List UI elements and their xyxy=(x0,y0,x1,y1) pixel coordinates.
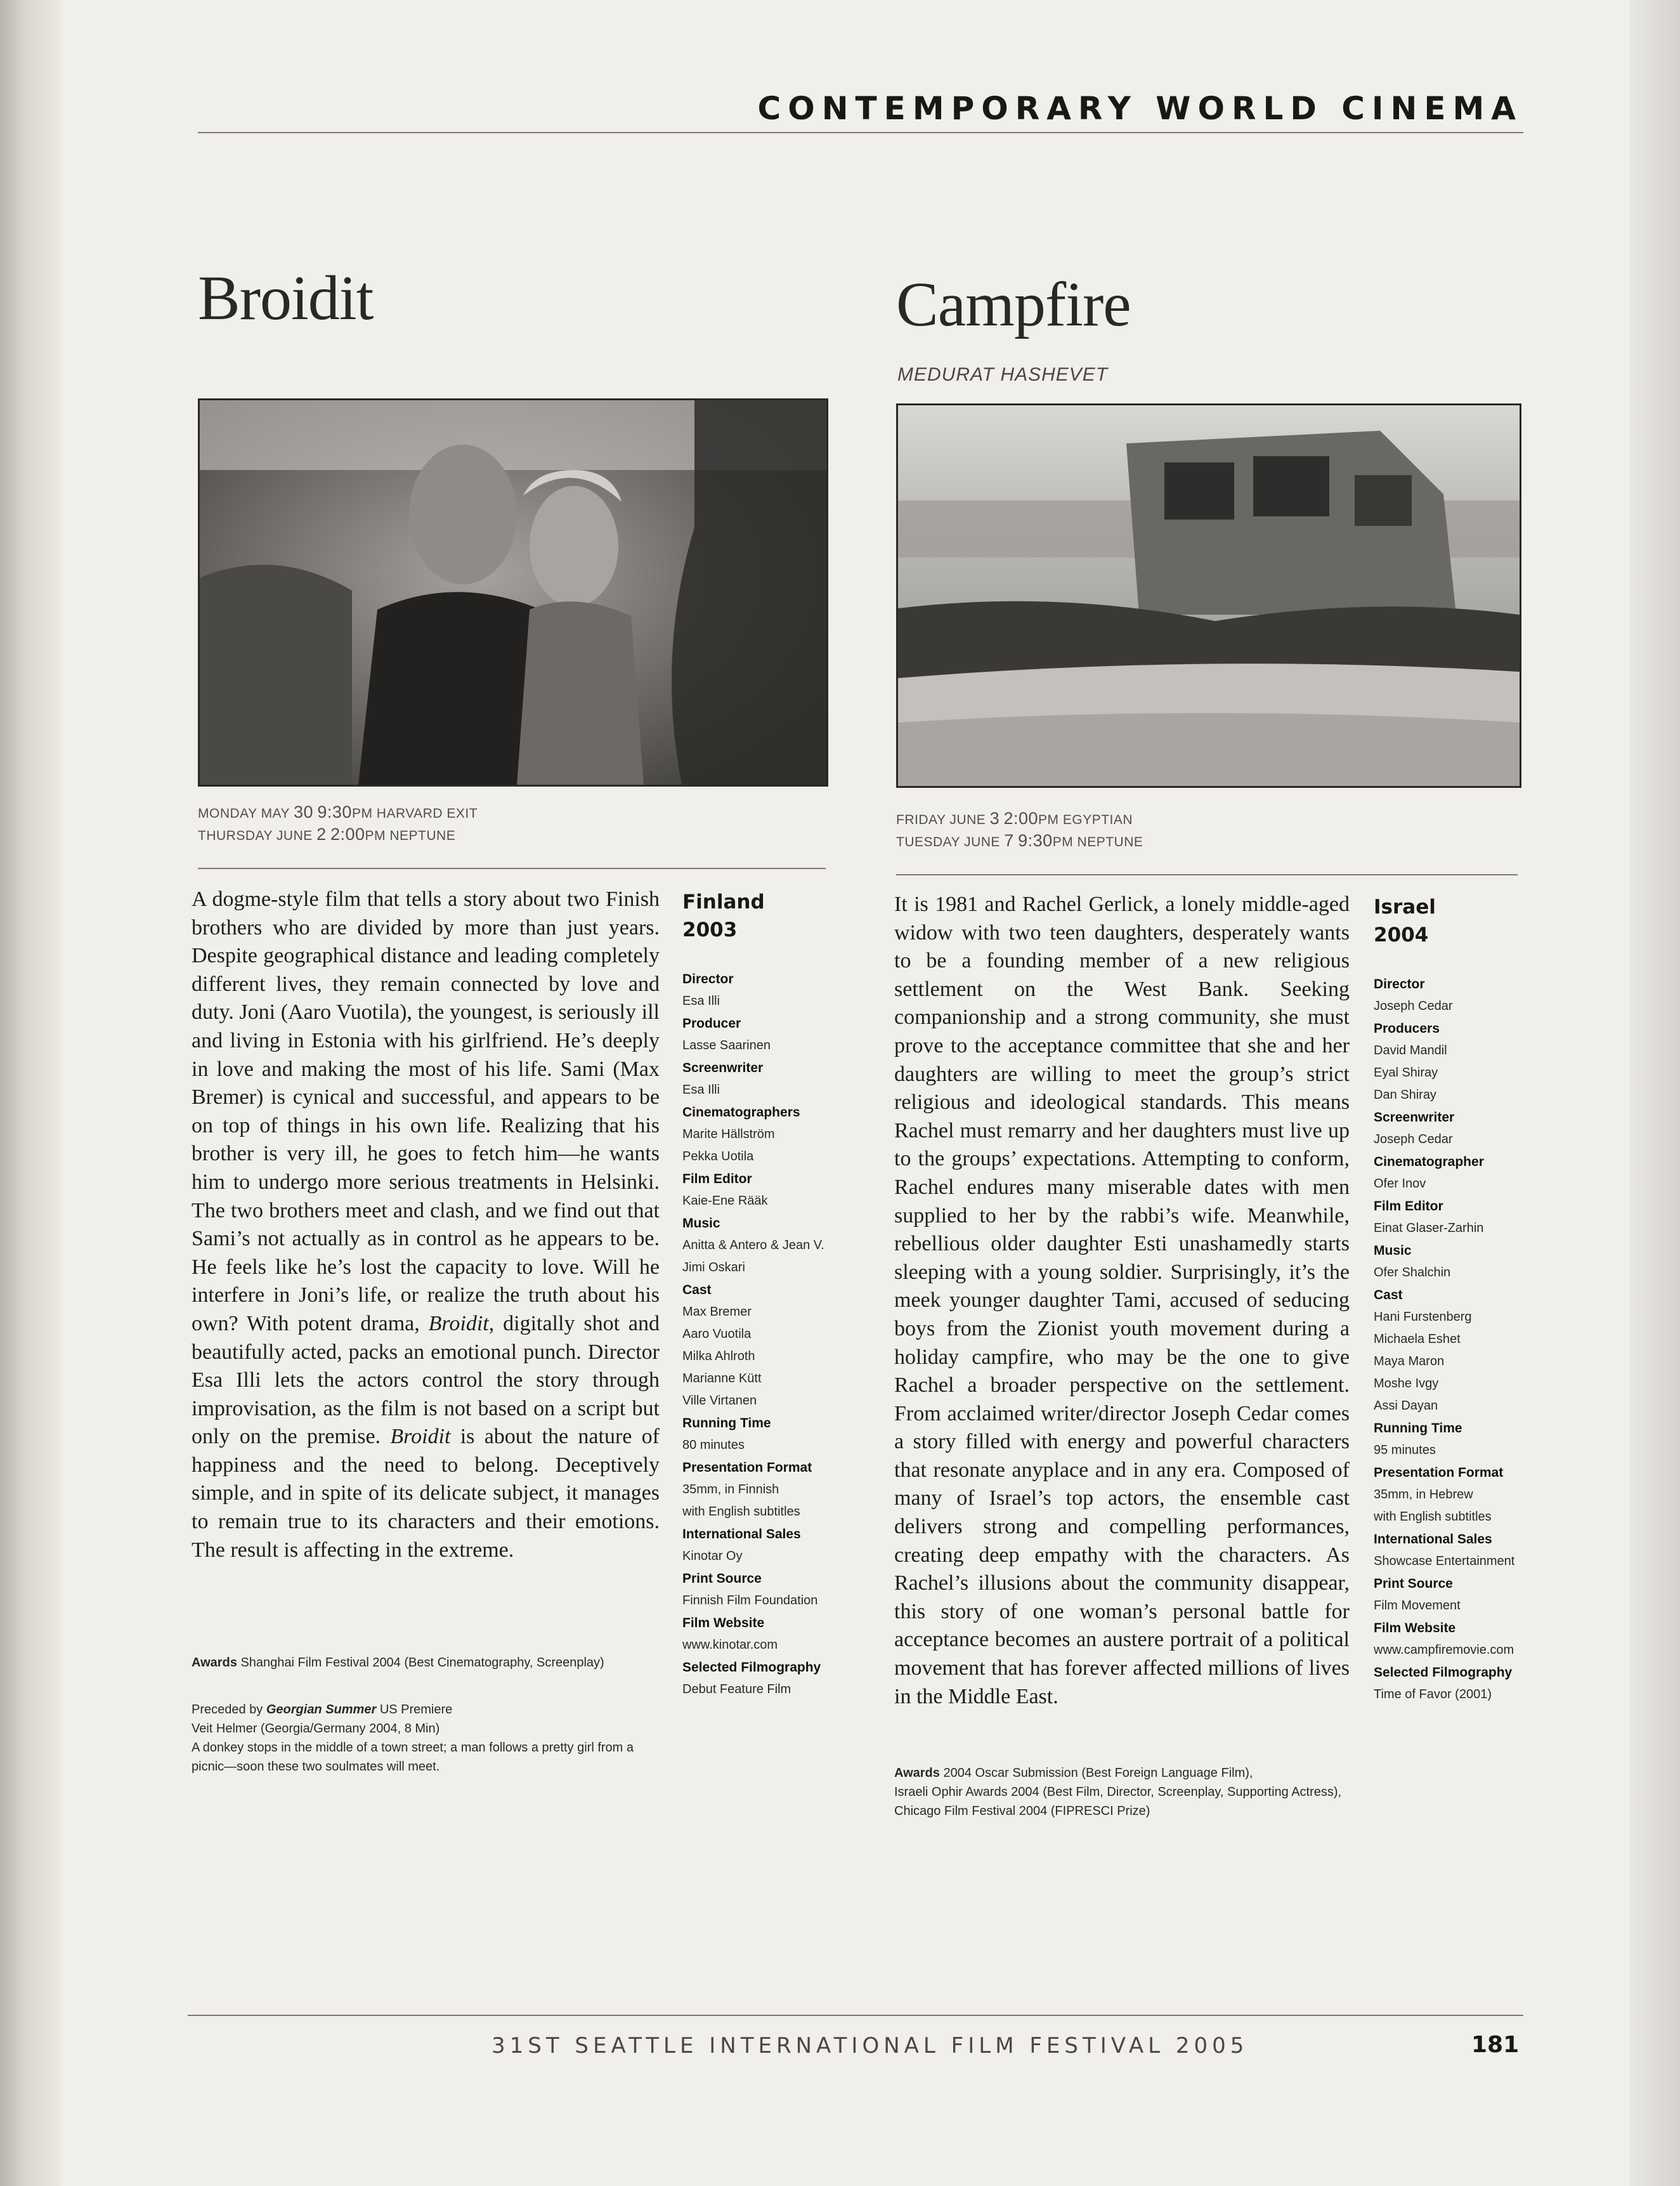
film-title-campfire: Campfire xyxy=(896,269,1131,339)
credit-value: Eyal Shiray xyxy=(1374,1066,1438,1080)
credit-value: Film Movement xyxy=(1374,1599,1461,1613)
credit-value: Michaela Eshet xyxy=(1374,1332,1461,1346)
preceded-line: Preceded by Georgian Summer US Premiere xyxy=(192,1703,453,1717)
short-description: A donkey stops in the middle of a town street; a man follows a pretty girl from a picnic—soon these two soulmates will meet. xyxy=(192,1741,634,1774)
credit-value: Milka Ahlroth xyxy=(682,1349,755,1363)
preceded-by-short xyxy=(192,1700,661,1776)
credit-value: Einat Glaser-Zarhin xyxy=(1374,1221,1484,1235)
credit-value: Finnish Film Foundation xyxy=(682,1594,818,1607)
credit-heading: Cast xyxy=(1374,1288,1403,1302)
credit-heading: Film Website xyxy=(1374,1621,1456,1635)
credit-value: Jimi Oskari xyxy=(682,1260,745,1274)
credit-heading: Presentation Format xyxy=(682,1460,812,1475)
credit-value: Debut Feature Film xyxy=(682,1682,791,1696)
screening-line: TUESDAY JUNE 7 9:30PM NEPTUNE xyxy=(896,831,1143,850)
credit-value: Dan Shiray xyxy=(1374,1088,1436,1102)
country: Finland xyxy=(682,891,765,913)
credit-heading: Film Editor xyxy=(1374,1199,1443,1214)
screening-line: THURSDAY JUNE 2 2:00PM NEPTUNE xyxy=(198,825,456,844)
credit-heading: Print Source xyxy=(682,1571,762,1586)
credit-heading: Cast xyxy=(682,1283,712,1297)
credit-value: Anitta & Antero & Jean V. xyxy=(682,1238,824,1252)
section-header: CONTEMPORARY WORLD CINEMA xyxy=(757,90,1523,127)
credit-value: Marianne Kütt xyxy=(682,1371,762,1385)
country-year-campfire xyxy=(1374,893,1436,949)
credit-value: Hani Furstenberg xyxy=(1374,1310,1472,1324)
year: 2003 xyxy=(682,919,738,941)
credit-heading: Producers xyxy=(1374,1021,1440,1036)
credits-campfire xyxy=(1374,973,1558,1706)
credit-value: Moshe Ivgy xyxy=(1374,1377,1439,1391)
awards-line: Chicago Film Festival 2004 (FIPRESCI Prize) xyxy=(894,1804,1150,1818)
credit-value: Esa Illi xyxy=(682,1083,720,1097)
country-year-broidit xyxy=(682,888,765,944)
credit-heading: Selected Filmography xyxy=(1374,1665,1513,1680)
credit-heading: Film Website xyxy=(682,1616,765,1630)
credit-value: Joseph Cedar xyxy=(1374,999,1453,1013)
footer-rule xyxy=(188,2015,1523,2016)
credit-value: 35mm, in Finnish xyxy=(682,1482,779,1496)
credit-value: 35mm, in Hebrew xyxy=(1374,1488,1473,1502)
credit-heading: Presentation Format xyxy=(1374,1465,1504,1480)
credit-value: Ofer Shalchin xyxy=(1374,1266,1451,1280)
credit-heading: Screenwriter xyxy=(682,1061,764,1075)
screening-line: MONDAY MAY 30 9:30PM HARVARD EXIT xyxy=(198,802,478,821)
credit-heading: International Sales xyxy=(1374,1532,1492,1547)
credit-value: with English subtitles xyxy=(1374,1510,1492,1524)
header-rule xyxy=(198,132,1523,133)
credit-value: Kaie-Ene Rääk xyxy=(682,1194,768,1208)
credit-value: Ville Virtanen xyxy=(682,1394,757,1408)
credit-value: Joseph Cedar xyxy=(1374,1132,1453,1146)
screening-rule xyxy=(198,868,826,869)
credit-value: 95 minutes xyxy=(1374,1443,1436,1457)
credit-heading: Director xyxy=(682,972,734,986)
credit-heading: Film Editor xyxy=(682,1172,752,1186)
credit-heading: Running Time xyxy=(1374,1421,1462,1436)
awards-campfire xyxy=(894,1764,1351,1821)
year: 2004 xyxy=(1374,924,1429,946)
credit-heading: Music xyxy=(1374,1243,1412,1258)
credit-value: Time of Favor (2001) xyxy=(1374,1687,1492,1701)
festival-footer: 31ST SEATTLE INTERNATIONAL FILM FESTIVAL 2005 xyxy=(492,2033,1249,2058)
credit-heading: Cinematographers xyxy=(682,1105,800,1120)
credit-value: Lasse Saarinen xyxy=(682,1038,771,1052)
credits-broidit xyxy=(682,968,873,1701)
credit-value: Pekka Uotila xyxy=(682,1149,754,1163)
credit-heading: Cinematographer xyxy=(1374,1155,1484,1169)
credit-value: with English subtitles xyxy=(682,1505,800,1519)
credit-value: Assi Dayan xyxy=(1374,1399,1438,1413)
film-still-campfire xyxy=(896,403,1521,788)
country: Israel xyxy=(1374,896,1436,919)
awards-line: Awards 2004 Oscar Submission (Best Foreign Language Film), xyxy=(894,1766,1253,1780)
credit-value: www.kinotar.com xyxy=(682,1638,778,1652)
film-title-broidit: Broidit xyxy=(198,263,374,333)
credit-value: www.campfiremovie.com xyxy=(1374,1643,1514,1657)
screening-line: FRIDAY JUNE 3 2:00PM EGYPTIAN xyxy=(896,809,1133,828)
credit-value: Maya Maron xyxy=(1374,1354,1445,1368)
credit-heading: Selected Filmography xyxy=(682,1660,821,1675)
awards-broidit: Awards Shanghai Film Festival 2004 (Best Cinematography, Screenplay) xyxy=(192,1656,604,1670)
awards-line: Israeli Ophir Awards 2004 (Best Film, Director, Screenplay, Supporting Actress), xyxy=(894,1785,1342,1799)
synopsis-campfire: It is 1981 and Rachel Gerlick, a lonely middle-aged widow with two teen daughters, desperately wants to be a founding member of a new religious settlement on the West Bank. Seeking companionship and a strong community, she must prove to the acceptance committee that she and her daughters are willing to meet the group’s strict religious and ideological standards. This means Rachel must remarry and her daughters must live up to the groups’ expectations. Attempting to conform, Rachel endures many miserable dates with men supplied to her by the rabbi’s wife. Meanwhile, rebellious older daughter Esti unashamedly starts sleeping with a young soldier. Surprisingly, it’s the meek younger daughter Tami, accused of seducing boys from the Zionist youth movement during a holiday campfire, who may be the one to give Rachel a broader perspective on the settlement. From acclaimed writer/director Joseph Cedar comes a story filled with energy and powerful characters that resonate anyplace and in any era. Composed of many of Israel’s top actors, the ensemble cast delivers strong and compelling performances, creating deep empathy with the characters. As Rachel’s illusions about the community disappear, this story of one woman’s personal battle for acceptance becomes an austere portrait of a political movement that has forever affected millions of lives in the Middle East. xyxy=(894,893,1350,1708)
original-title: MEDURAT HASHEVET xyxy=(897,364,1109,385)
page-number: 181 xyxy=(1471,2032,1520,2058)
credit-value: Showcase Entertainment xyxy=(1374,1554,1515,1568)
credit-heading: Music xyxy=(682,1216,720,1231)
credit-value: David Mandil xyxy=(1374,1044,1447,1057)
credit-heading: Running Time xyxy=(682,1416,771,1430)
binding-shadow xyxy=(0,0,61,2186)
screening-times-broidit xyxy=(198,802,478,846)
credit-value: Ofer Inov xyxy=(1374,1177,1426,1191)
screening-times-campfire xyxy=(896,808,1143,853)
credit-heading: Print Source xyxy=(1374,1576,1453,1591)
credit-value: Aaro Vuotila xyxy=(682,1327,752,1341)
credit-heading: Producer xyxy=(682,1016,741,1031)
credit-value: Marite Hällström xyxy=(682,1127,775,1141)
credit-value: Kinotar Oy xyxy=(682,1549,743,1563)
credit-value: Esa Illi xyxy=(682,994,720,1008)
credit-heading: Screenwriter xyxy=(1374,1110,1455,1125)
credit-heading: Director xyxy=(1374,977,1425,992)
screening-rule xyxy=(896,874,1518,875)
credit-value: 80 minutes xyxy=(682,1438,745,1452)
page-edge xyxy=(1630,0,1680,2186)
short-credit: Veit Helmer (Georgia/Germany 2004, 8 Min) xyxy=(192,1722,440,1736)
synopsis-broidit: A dogme-style film that tells a story about two Finish brothers who are divided by more than just years. Despite geographical distance and leading completely different lives, they remain connected by love and duty. Joni (Aaro Vuotila), the youngest, is seriously ill and living in Estonia with his girlfriend. He’s deeply in love and making the most of his life. Sami (Max Bremer) is cynical and successful, and appears to be on top of things in his own life. Realizing that his brother is very ill, he goes to fetch him—he wants him to undergo more serious treatments in Helsinki. The two brothers meet and clash, and we find out that Sami’s not actually as in control as he appears to be. He feels like he’s lost the capacity to love. Will he interfere in Joni’s life, or realize the truth about his own? With potent drama, Broidit, digitally shot and beautifully acted, packs an emotional punch. Director Esa Illi lets the actors control the story through improvisation, as the film is not based on a script but only on the premise. Broidit is about the nature of happiness and the need to belong. Deceptively simple, and in spite of its delicate subject, it manages to remain true to its characters and their emotions. The result is affecting in the extreme. xyxy=(192,887,660,1562)
credit-value: Max Bremer xyxy=(682,1305,752,1319)
film-still-broidit xyxy=(198,398,828,787)
credit-heading: International Sales xyxy=(682,1527,801,1541)
